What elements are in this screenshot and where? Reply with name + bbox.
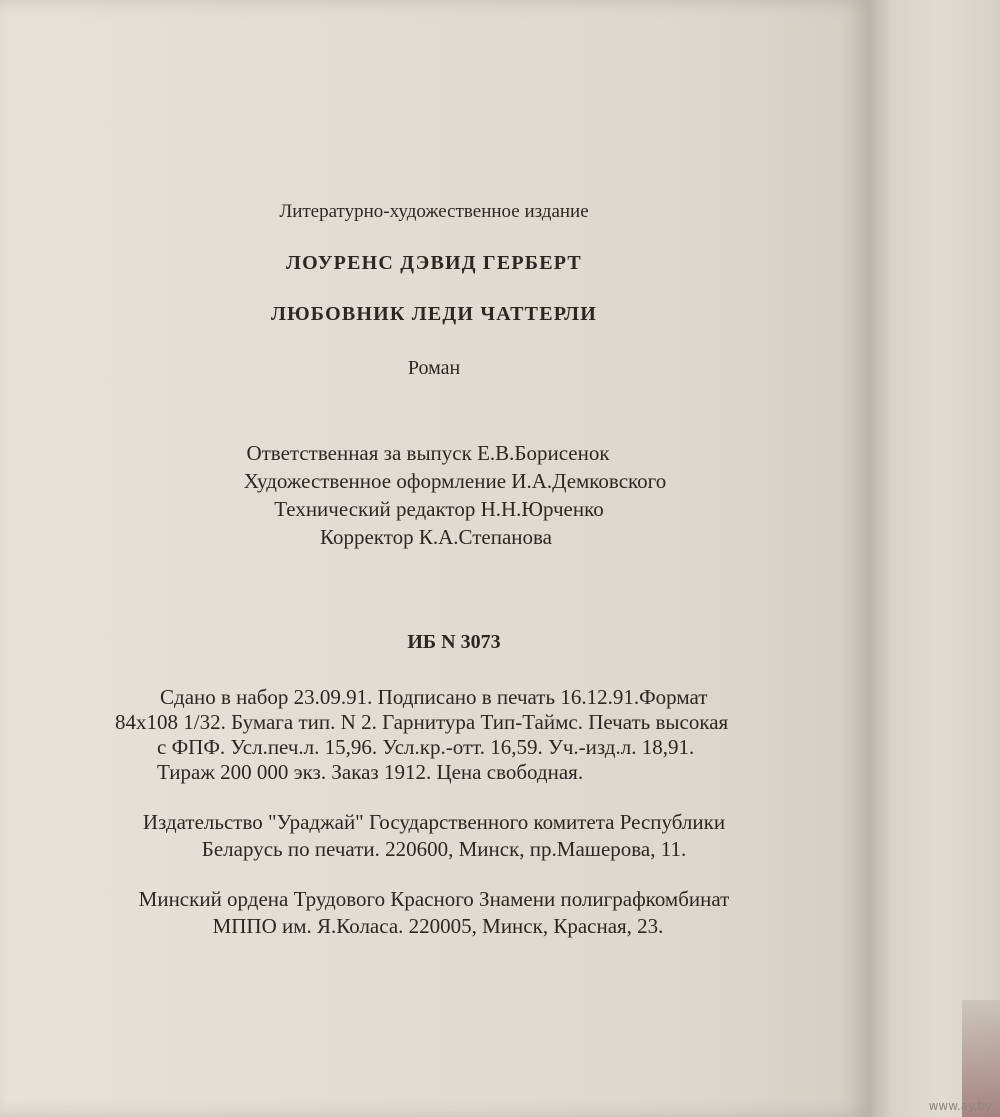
credit-line: Технический редактор Н.Н.Юрченко <box>274 497 604 521</box>
publisher-line: Беларусь по печати. 220600, Минск, пр.Машерова, 11. <box>201 837 687 861</box>
imprint-line: 84x108 1/32. Бумага тип. N 2. Гарнитура Тип-Таймс. Печать высокая <box>115 710 729 734</box>
credit-line: Корректор К.А.Степанова <box>319 525 552 549</box>
author-name: ЛОУРЕНС ДЭВИД ГЕРБЕРТ <box>286 252 582 274</box>
credits-block <box>0 443 868 555</box>
genre-label: Роман <box>407 357 461 379</box>
publisher-block <box>0 812 868 866</box>
imprint-line: Тираж 200 000 экз. Заказ 1912. Цена свободная. <box>157 760 584 784</box>
printer-line: Минский ордена Трудового Красного Знамени полиграфкомбинат <box>138 887 730 911</box>
imprint-line: с ФПФ. Усл.печ.л. 15,96. Усл.кр.-отт. 16,59. Уч.-изд.л. 18,91. <box>157 735 695 759</box>
printer-line: МППО им. Я.Коласа. 220005, Минск, Красная, 23. <box>212 914 664 938</box>
credit-line: Ответственная за выпуск Е.В.Борисенок <box>246 441 610 465</box>
imprint-line: Сдано в набор 23.09.91. Подписано в печать 16.12.91.Формат <box>160 685 708 709</box>
book-title: ЛЮБОВНИК ЛЕДИ ЧАТТЕРЛИ <box>270 303 598 325</box>
imprint-block <box>0 687 868 787</box>
series-label: Литературно-художественное издание <box>279 201 589 222</box>
publisher-line: Издательство "Ураджай" Государственного комитета Республики <box>142 810 726 834</box>
site-watermark: www.ay.by <box>928 1099 992 1113</box>
credit-line: Художественное оформление И.А.Демковского <box>243 469 667 493</box>
adjacent-page-edge <box>868 0 1000 1117</box>
ib-number: ИБ N 3073 <box>407 631 501 653</box>
printer-block <box>0 889 868 943</box>
